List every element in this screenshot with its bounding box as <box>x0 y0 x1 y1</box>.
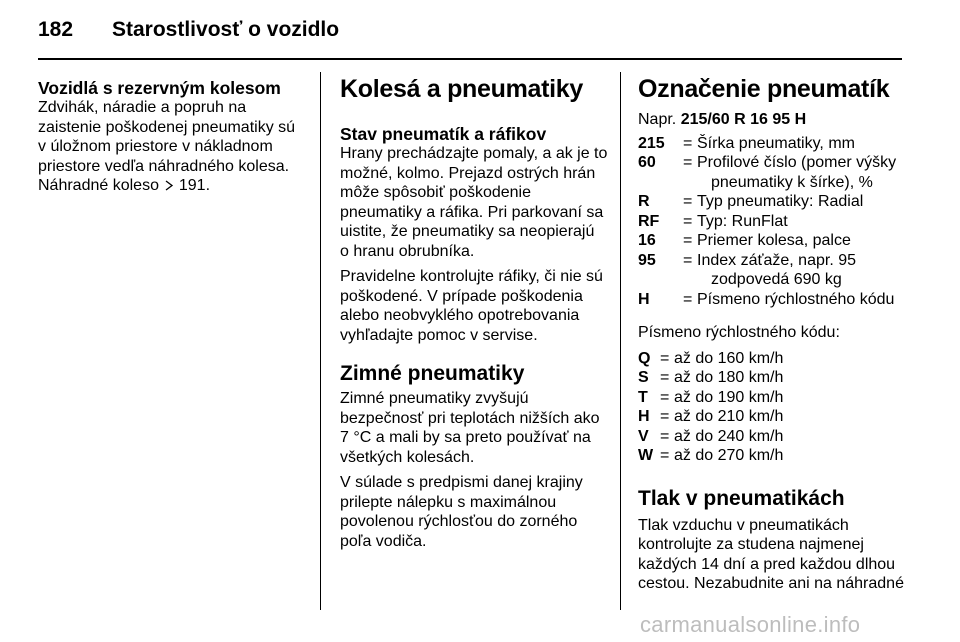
speed-value: až do 190 km/h <box>674 388 784 406</box>
equals-sign: = <box>683 232 693 249</box>
speed-key: S <box>638 369 649 386</box>
text-line: Hrany prechádzajte pomaly, a ak je to <box>340 145 608 162</box>
spec-value: Profilové číslo (pomer výšky pneumatiky k šírke), % <box>697 154 897 191</box>
text-line: Zdvihák, náradie a popruh na <box>38 99 247 116</box>
spec-key: 60 <box>638 154 656 171</box>
heading-tyre-pressure: Tlak v pneumatikách <box>638 486 845 510</box>
text-line: uistite, že pneumatiky sa neopierajú <box>340 223 595 240</box>
text-line: poľa vodiča. <box>340 532 427 550</box>
ref-text: Náhradné koleso <box>38 177 159 194</box>
text-line: alebo neobvyklého opotrebovania <box>340 307 580 324</box>
speed-row <box>638 368 908 388</box>
ref-page[interactable]: 191. <box>178 177 211 194</box>
spec-key: R <box>638 193 650 210</box>
spec-row <box>638 192 908 212</box>
spec-value: Priemer kolesa, palce <box>697 232 851 249</box>
spec-row <box>638 153 908 192</box>
speed-key: T <box>638 388 648 406</box>
text-line-ref <box>38 176 310 196</box>
equals-sign: = <box>683 154 693 171</box>
speed-key: Q <box>638 349 651 367</box>
tyre-condition-paragraph <box>340 144 610 261</box>
heading-tyre-designation: Označenie pneumatík <box>638 75 890 103</box>
page-header <box>38 18 924 58</box>
heading-tyre-condition: Stav pneumatík a ráfikov <box>340 124 547 144</box>
text-line: o hranu obrubníka. <box>340 242 475 260</box>
spec-key: 215 <box>638 134 665 152</box>
text-line: každých 14 dní a pred každou dlhou <box>638 555 896 573</box>
text-line: Tlak vzduchu v pneumatikách <box>638 516 849 534</box>
text-line: bezpečnosť pri teplotách nižších ako <box>340 409 600 427</box>
column-divider-2 <box>620 72 621 610</box>
text-line: vyhľadajte pomoc v servise. <box>340 326 538 344</box>
equals-sign: = <box>660 349 670 367</box>
text-line: prilepte nálepku s maximálnou <box>340 493 557 511</box>
spec-list <box>638 134 908 310</box>
spare-wheel-paragraph <box>38 98 310 196</box>
text-line: poškodené. V prípade poškodenia <box>340 287 583 305</box>
text-line: všetkých kolesách. <box>340 448 475 466</box>
example-prefix: Napr. <box>638 111 677 128</box>
example-line <box>638 110 908 130</box>
equals-sign: = <box>660 427 670 445</box>
text-line: možné, kolmo. Prejazd ostrých hrán <box>340 164 596 182</box>
speed-key: W <box>638 447 654 464</box>
speed-key: V <box>638 427 649 445</box>
text-line: zaistenie poškodenej pneumatiky sú <box>38 118 296 136</box>
equals-sign: = <box>683 212 693 230</box>
rim-check-paragraph <box>340 267 610 345</box>
equals-sign: = <box>683 193 693 210</box>
spec-key: 16 <box>638 232 656 249</box>
spec-row <box>638 251 908 290</box>
spec-row <box>638 212 908 232</box>
text-line: V súlade s predpismi danej krajiny <box>340 474 583 491</box>
spec-value: Šírka pneumatiky, mm <box>697 134 855 152</box>
spec-value: Index záťaže, napr. 95 zodpovedá 690 kg <box>697 251 856 288</box>
speed-list <box>638 349 908 466</box>
speed-value: až do 160 km/h <box>674 349 784 367</box>
heading-wheels-tyres: Kolesá a pneumatiky <box>340 75 584 103</box>
speed-sticker-paragraph <box>340 473 610 551</box>
arrow-ref-icon[interactable] <box>163 176 174 196</box>
equals-sign: = <box>660 447 670 464</box>
heading-winter-tyres: Zimné pneumatiky <box>340 362 525 385</box>
text-line: v úložnom priestore v nákladnom <box>38 138 273 155</box>
speed-key: H <box>638 408 650 425</box>
speed-value: až do 270 km/h <box>674 447 784 464</box>
text-line: kontrolujte za studena najmenej <box>638 536 864 553</box>
speed-value: až do 180 km/h <box>674 369 784 386</box>
spec-value: Písmeno rýchlostného kódu <box>697 290 895 308</box>
equals-sign: = <box>660 369 670 386</box>
spec-key: H <box>638 290 650 308</box>
equals-sign: = <box>660 388 670 406</box>
text-line: priestore vedľa náhradného kolesa. <box>38 157 290 175</box>
spec-value: Typ pneumatiky: Radial <box>697 193 864 210</box>
text-line: môže spôsobiť poškodenie <box>340 184 532 201</box>
speed-row <box>638 407 908 427</box>
spec-row <box>638 134 908 154</box>
example-code: 215/60 R 16 95 H <box>680 111 807 128</box>
text-line: Zimné pneumatiky zvyšujú <box>340 390 529 407</box>
speed-row <box>638 427 908 447</box>
speed-row <box>638 446 908 466</box>
watermark: carmanualsonline.info <box>640 612 861 637</box>
equals-sign: = <box>683 290 693 308</box>
text-line: povolenou rýchlosťou do zorného <box>340 513 578 530</box>
tyre-pressure-paragraph <box>638 516 908 594</box>
equals-sign: = <box>683 251 693 269</box>
text-line: Pravidelne kontrolujte ráfiky, či nie sú <box>340 268 603 285</box>
section-title: Starostlivosť o vozidlo <box>112 18 340 41</box>
speed-code-intro: Písmeno rýchlostného kódu: <box>638 324 840 341</box>
header-rule <box>38 58 902 60</box>
spec-row <box>638 231 908 251</box>
column-3 <box>638 72 908 594</box>
text-line: 7 °C a mali by sa preto používať na <box>340 429 591 446</box>
text-line: pneumatiky a ráfika. Pri parkovaní sa <box>340 203 604 221</box>
spec-value: Typ: RunFlat <box>697 212 788 230</box>
spec-row <box>638 290 908 310</box>
spec-key: 95 <box>638 251 656 269</box>
speed-value: až do 240 km/h <box>674 427 784 445</box>
page-number: 182 <box>38 18 74 41</box>
speed-row <box>638 349 908 369</box>
column-divider-1 <box>320 72 321 610</box>
equals-sign: = <box>660 408 670 425</box>
speed-row <box>638 388 908 408</box>
equals-sign: = <box>683 134 693 152</box>
heading-spare-wheel: Vozidlá s rezervným kolesom <box>38 78 281 98</box>
text-line: cestou. Nezabudnite ani na náhradné <box>638 575 904 592</box>
column-1 <box>38 72 310 196</box>
winter-tyres-paragraph <box>340 389 610 467</box>
column-2 <box>340 72 610 551</box>
speed-value: až do 210 km/h <box>674 408 784 425</box>
spec-key: RF <box>638 212 660 230</box>
